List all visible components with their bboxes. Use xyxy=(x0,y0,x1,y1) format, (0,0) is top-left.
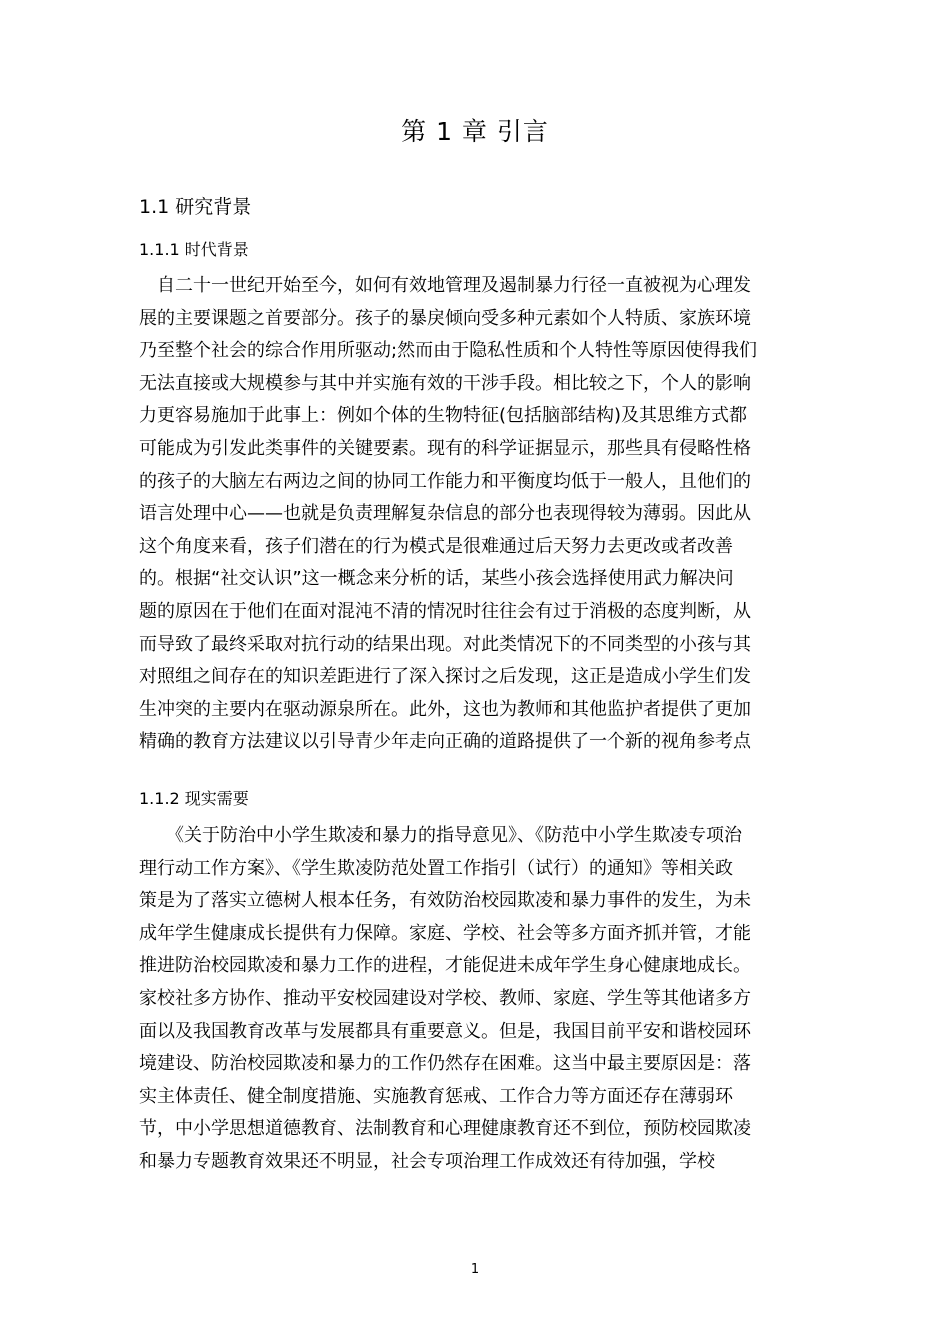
text-line: 语言处理中心——也就是负责理解复杂信息的部分也表现得较为薄弱。因此从 xyxy=(139,503,751,525)
text-line: 这个角度来看，孩子们潜在的行为模式是很难通过后天努力去更改或者改善 xyxy=(139,535,733,557)
text-line: 自二十一世纪开始至今，如何有效地管理及遏制暴力行径一直被视为心理发 xyxy=(139,275,751,296)
text-line: 策是为了落实立德树人根本任务，有效防治校园欺凌和暴力事件的发生，为未 xyxy=(139,890,751,912)
text-line: 可能成为引发此类事件的关键要素。现有的科学证据显示，那些具有侵略性格 xyxy=(139,437,751,459)
text-line: 力更容易施加于此事上：例如个体的生物特征(包括脑部结构)及其思维方式都 xyxy=(139,405,748,427)
text-line: 生冲突的主要内在驱动源泉所在。此外，这也为教师和其他监护者提供了更加 xyxy=(139,698,751,720)
text-line: 展的主要课题之首要部分。孩子的暴戾倾向受多种元素如个人特质、家族环境 xyxy=(139,307,751,329)
paragraph-era-background xyxy=(139,270,799,759)
page-number: 1 xyxy=(470,1262,480,1277)
text-line: 无法直接或大规模参与其中并实施有效的干涉手段。相比较之下，个人的影响 xyxy=(139,372,751,394)
text-line: 《关于防治中小学生欺凌和暴力的指导意见》、《防范中小学生欺凌专项治 xyxy=(139,825,742,846)
text-line: 面以及我国教育改革与发展都具有重要意义。但是，我国目前平安和谐校园环 xyxy=(139,1020,751,1042)
text-line: 实主体责任、健全制度措施、实施教育惩戒、工作合力等方面还存在薄弱环 xyxy=(139,1085,733,1107)
text-line: 成年学生健康成长提供有力保障。家庭、学校、社会等多方面齐抓并管，才能 xyxy=(139,922,751,944)
text-line: 和暴力专题教育效果还不明显，社会专项治理工作成效还有待加强，学校 xyxy=(139,1150,715,1172)
text-line: 对照组之间存在的知识差距进行了深入探讨之后发现，这正是造成小学生们发 xyxy=(139,666,751,688)
section-heading: 1.1 研究背景 xyxy=(139,196,252,218)
text-line: 的。根据“社交认识”这一概念来分析的话，某些小孩会选择使用武力解决问 xyxy=(139,568,734,590)
text-line: 推进防治校园欺凌和暴力工作的进程，才能促进未成年学生身心健康地成长。 xyxy=(139,955,751,977)
text-line: 理行动工作方案》、《学生欺凌防范处置工作指引（试行）的通知》等相关政 xyxy=(139,857,733,879)
subsection-heading-1: 1.1.1 时代背景 xyxy=(139,240,249,259)
text-line: 节，中小学思想道德教育、法制教育和心理健康教育还不到位，预防校园欺凌 xyxy=(139,1118,751,1140)
text-line: 而导致了最终采取对抗行动的结果出现。对此类情况下的不同类型的小孩与其 xyxy=(139,633,751,655)
text-line: 的孩子的大脑左右两边之间的协同工作能力和平衡度均低于一般人，且他们的 xyxy=(139,470,751,492)
chapter-title: 第 1 章 引言 xyxy=(401,117,549,146)
subsection-heading-2: 1.1.2 现实需要 xyxy=(139,789,249,808)
text-line: 题的原因在于他们在面对混沌不清的情况时往往会有过于消极的态度判断，从 xyxy=(139,600,751,622)
text-line: 境建设、防治校园欺凌和暴力的工作仍然存在困难。这当中最主要原因是：落 xyxy=(139,1053,751,1075)
text-line: 精确的教育方法建议以引导青少年走向正确的道路提供了一个新的视角参考点 xyxy=(139,731,751,753)
paragraph-practical-needs xyxy=(139,820,799,1179)
text-line: 家校社多方协作、推动平安校园建设对学校、教师、家庭、学生等其他诸多方 xyxy=(139,987,751,1009)
text-line: 乃至整个社会的综合作用所驱动;然而由于隐私性质和个人特性等原因使得我们 xyxy=(139,340,758,362)
